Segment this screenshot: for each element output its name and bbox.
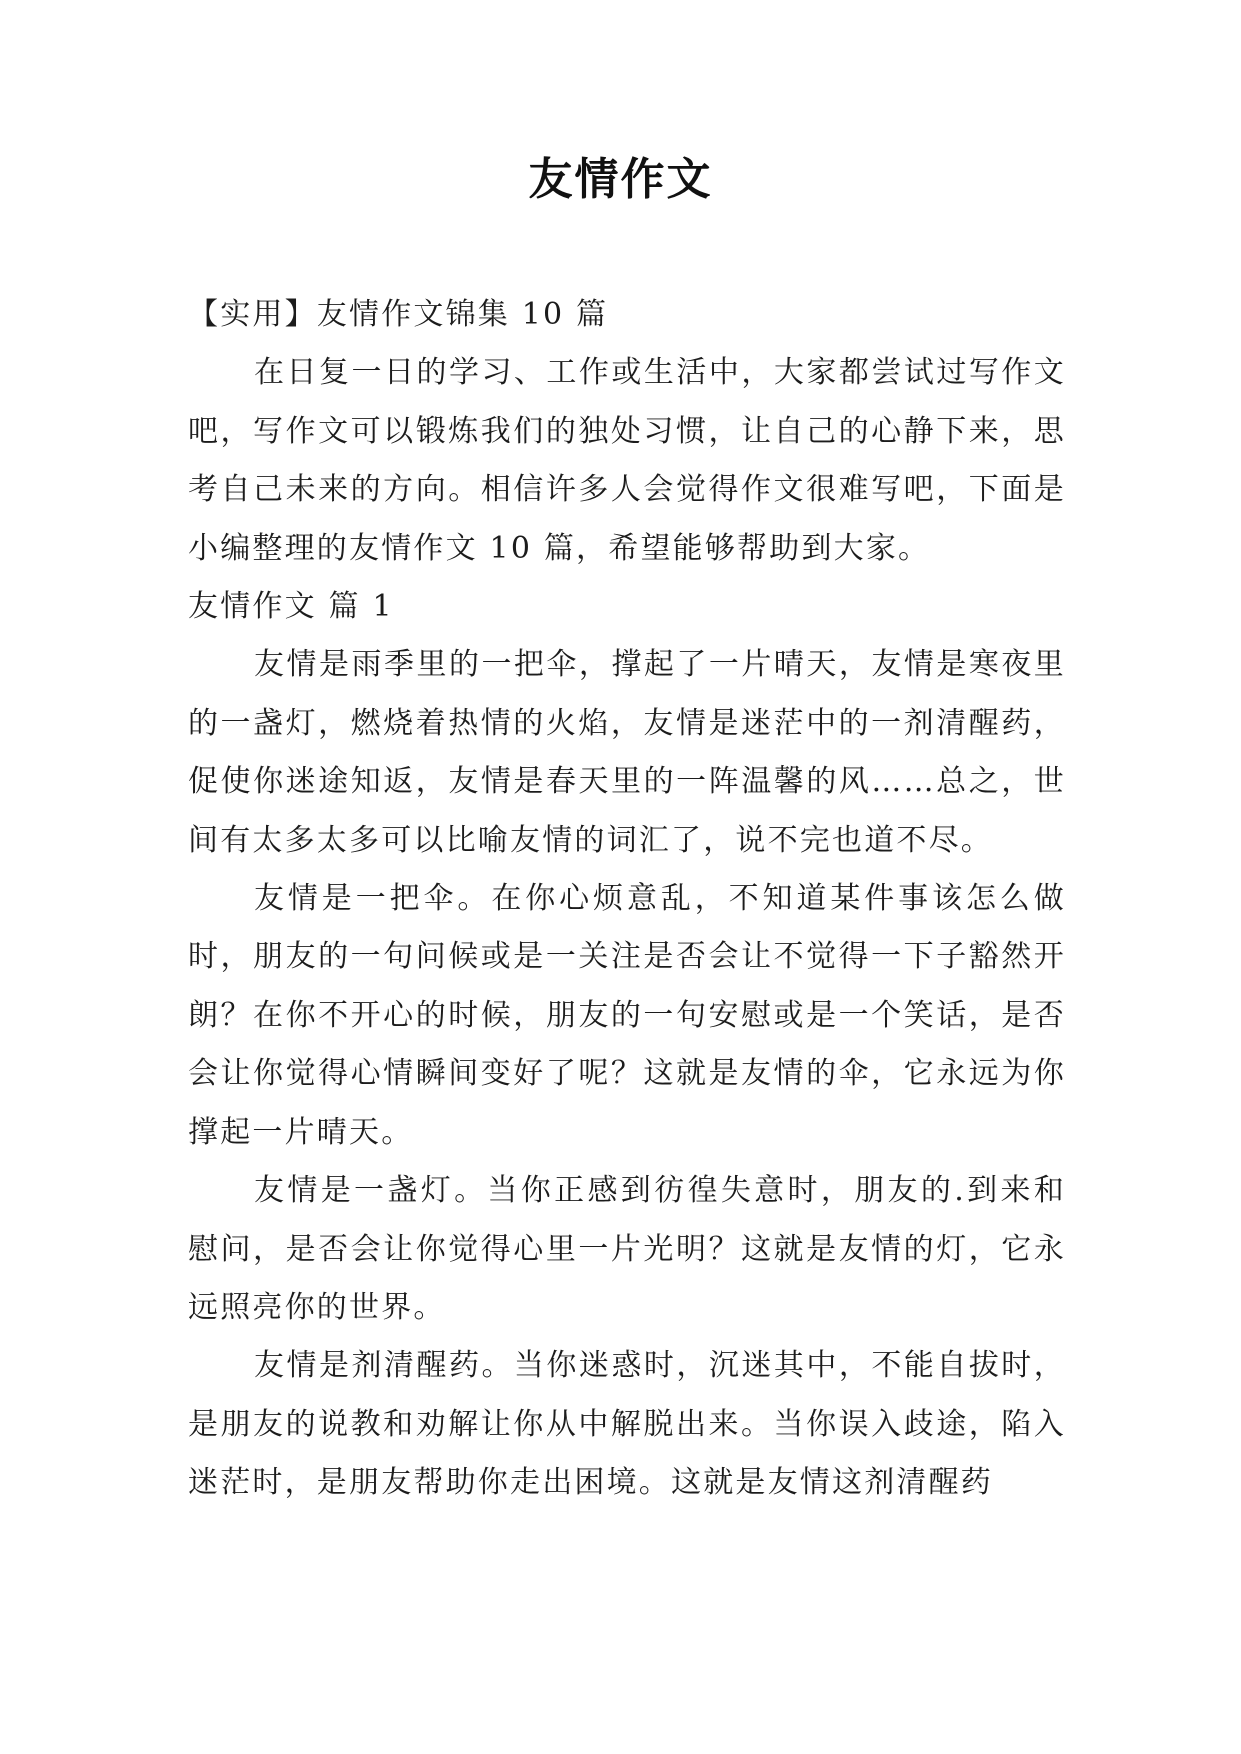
intro-paragraph: 在日复一日的学习、工作或生活中，大家都尝试过写作文吧，写作文可以锻炼我们的独处习惯，让自己的心静下来，思考自己未来的方向。相信许多人会觉得作文很难写吧，下面是小编整理的友情作文 10 篇，希望能够帮助到大家。 [188,355,1066,566]
body-paragraph: 友情是雨季里的一把伞，撑起了一片晴天，友情是寒夜里的一盏灯，燃烧着热情的火焰，友情是迷茫中的一剂清醒药，促使你迷途知返，友情是春天里的一阵温馨的风……总之，世间有太多太多可以比喻友情的词汇了，说不完也道不尽。 [188,647,1066,858]
body-paragraph: 友情是一把伞。在你心烦意乱，不知道某件事该怎么做时，朋友的一句问候或是一关注是否会让不觉得一下子豁然开朗？在你不开心的时候，朋友的一句安慰或是一个笑话，是否会让你觉得心情瞬间变好了呢？这就是友情的伞，它永远为你撑起一片晴天。 [188,881,1066,1150]
body-paragraph: 友情是一盏灯。当你正感到彷徨失意时，朋友的.到来和慰问，是否会让你觉得心里一片光明？这就是友情的灯，它永远照亮你的世界。 [188,1173,1066,1325]
document-title: 友情作文 [528,154,713,205]
document-body [188,286,1066,1513]
body-paragraph: 友情是剂清醒药。当你迷惑时，沉迷其中，不能自拔时，是朋友的说教和劝解让你从中解脱出来。当你误入歧途，陷入迷茫时，是朋友帮助你走出困境。这就是友情这剂清醒药 [188,1348,1066,1501]
section-heading: 友情作文 篇 1 [188,589,394,625]
document-subtitle: 【实用】友情作文锦集 10 篇 [188,297,609,332]
